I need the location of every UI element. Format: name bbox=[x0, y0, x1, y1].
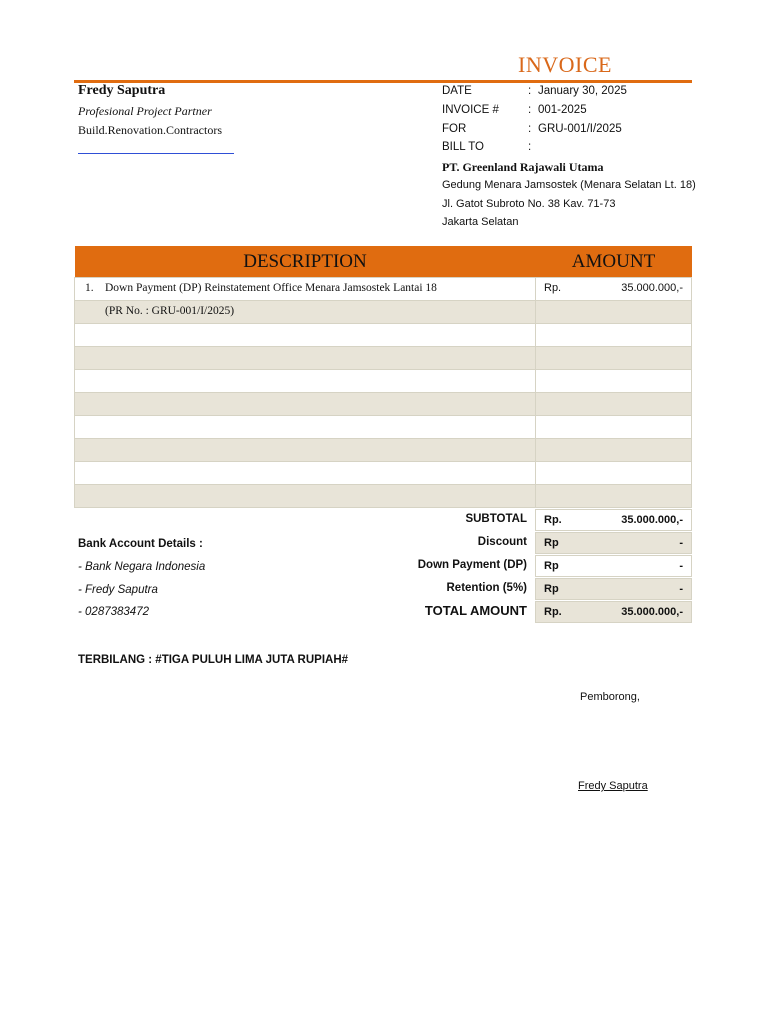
meta-label: FOR bbox=[442, 123, 467, 135]
item-amount: 35.000.000,- bbox=[621, 282, 683, 294]
total-currency: Rp. bbox=[544, 606, 562, 618]
meta-colon: : bbox=[528, 141, 532, 153]
description-cell bbox=[75, 485, 536, 508]
amount-cell bbox=[536, 439, 692, 462]
description-cell bbox=[75, 439, 536, 462]
description-cell bbox=[75, 278, 536, 301]
amount-cell bbox=[536, 416, 692, 439]
total-value: - bbox=[679, 537, 683, 549]
description-cell bbox=[75, 324, 536, 347]
meta-value-for: GRU-001/I/2025 bbox=[538, 123, 622, 135]
invoice-title: INVOICE bbox=[518, 52, 612, 77]
company-name: Fredy Saputra bbox=[78, 83, 166, 98]
amount-cell bbox=[536, 347, 692, 370]
total-currency: Rp bbox=[544, 583, 559, 595]
amount-cell bbox=[536, 462, 692, 485]
bank-account-holder: - Fredy Saputra bbox=[78, 584, 158, 596]
amount-cell bbox=[536, 485, 692, 508]
column-header-description: DESCRIPTION bbox=[75, 246, 536, 278]
total-currency: Rp bbox=[544, 560, 559, 572]
meta-colon: : bbox=[528, 123, 532, 135]
amount-cell bbox=[536, 301, 692, 324]
meta-label: BILL TO bbox=[442, 141, 484, 153]
total-currency: Rp bbox=[544, 537, 559, 549]
table-row bbox=[75, 439, 692, 462]
items-table bbox=[74, 246, 692, 508]
total-value: - bbox=[679, 560, 683, 572]
bank-details-heading: Bank Account Details : bbox=[78, 538, 203, 550]
description-cell bbox=[75, 462, 536, 485]
signature-name: Fredy Saputra bbox=[578, 780, 648, 792]
column-header-amount: AMOUNT bbox=[536, 246, 692, 278]
company-slogan: Build.Renovation.Contractors bbox=[78, 123, 222, 137]
total-label: Down Payment (DP) bbox=[417, 559, 527, 571]
description-cell bbox=[75, 347, 536, 370]
total-value: 35.000.000,- bbox=[621, 514, 683, 526]
amount-in-words: TERBILANG : #TIGA PULUH LIMA JUTA RUPIAH# bbox=[78, 654, 349, 666]
table-header-row bbox=[75, 246, 692, 278]
item-description: Down Payment (DP) Reinstatement Office Menara Jamsostek Lantai 18 bbox=[105, 282, 437, 294]
bank-account-number: - 0287383472 bbox=[78, 606, 149, 618]
total-label: Retention (5%) bbox=[446, 582, 527, 594]
description-cell bbox=[75, 370, 536, 393]
amount-cell bbox=[536, 370, 692, 393]
bill-to-address-line: Gedung Menara Jamsostek (Menara Selatan Lt. 18) bbox=[442, 179, 696, 191]
total-value: 35.000.000,- bbox=[621, 606, 683, 618]
total-value-box bbox=[535, 532, 692, 554]
amount-cell bbox=[536, 278, 692, 301]
total-value-box bbox=[535, 578, 692, 600]
total-label: SUBTOTAL bbox=[465, 513, 527, 525]
total-label: TOTAL AMOUNT bbox=[424, 603, 527, 618]
description-cell bbox=[75, 301, 536, 324]
meta-value-invoice-number: 001-2025 bbox=[538, 104, 587, 116]
description-cell bbox=[75, 393, 536, 416]
signature-role: Pemborong, bbox=[580, 691, 640, 703]
table-row bbox=[75, 416, 692, 439]
total-label: Discount bbox=[477, 536, 527, 548]
total-currency: Rp. bbox=[544, 514, 562, 526]
amount-cell bbox=[536, 393, 692, 416]
bank-name: - Bank Negara Indonesia bbox=[78, 561, 206, 573]
bill-to-name: PT. Greenland Rajawali Utama bbox=[442, 160, 604, 174]
title-divider bbox=[74, 80, 692, 83]
item-number: 1. bbox=[85, 282, 94, 294]
bill-to-address-line: Jakarta Selatan bbox=[442, 216, 519, 228]
meta-colon: : bbox=[528, 104, 532, 116]
table-row bbox=[75, 485, 692, 508]
item-description: (PR No. : GRU-001/I/2025) bbox=[105, 305, 235, 317]
item-currency: Rp. bbox=[544, 282, 562, 294]
company-tagline: Profesional Project Partner bbox=[78, 104, 212, 118]
total-value-box bbox=[535, 555, 692, 577]
company-link-underline bbox=[78, 153, 234, 154]
total-value-box bbox=[535, 509, 692, 531]
meta-label: INVOICE # bbox=[442, 104, 499, 116]
table-row bbox=[75, 370, 692, 393]
total-value: - bbox=[679, 583, 683, 595]
table-row bbox=[75, 324, 692, 347]
amount-cell bbox=[536, 324, 692, 347]
description-cell bbox=[75, 416, 536, 439]
table-row bbox=[75, 393, 692, 416]
table-row bbox=[75, 347, 692, 370]
table-row bbox=[75, 462, 692, 485]
bill-to-address-line: Jl. Gatot Subroto No. 38 Kav. 71-73 bbox=[442, 198, 616, 210]
meta-value-date: January 30, 2025 bbox=[538, 85, 627, 97]
meta-colon: : bbox=[528, 85, 532, 97]
total-value-box bbox=[535, 601, 692, 623]
table-row bbox=[75, 278, 692, 301]
table-row bbox=[75, 301, 692, 324]
meta-label: DATE bbox=[442, 85, 472, 97]
